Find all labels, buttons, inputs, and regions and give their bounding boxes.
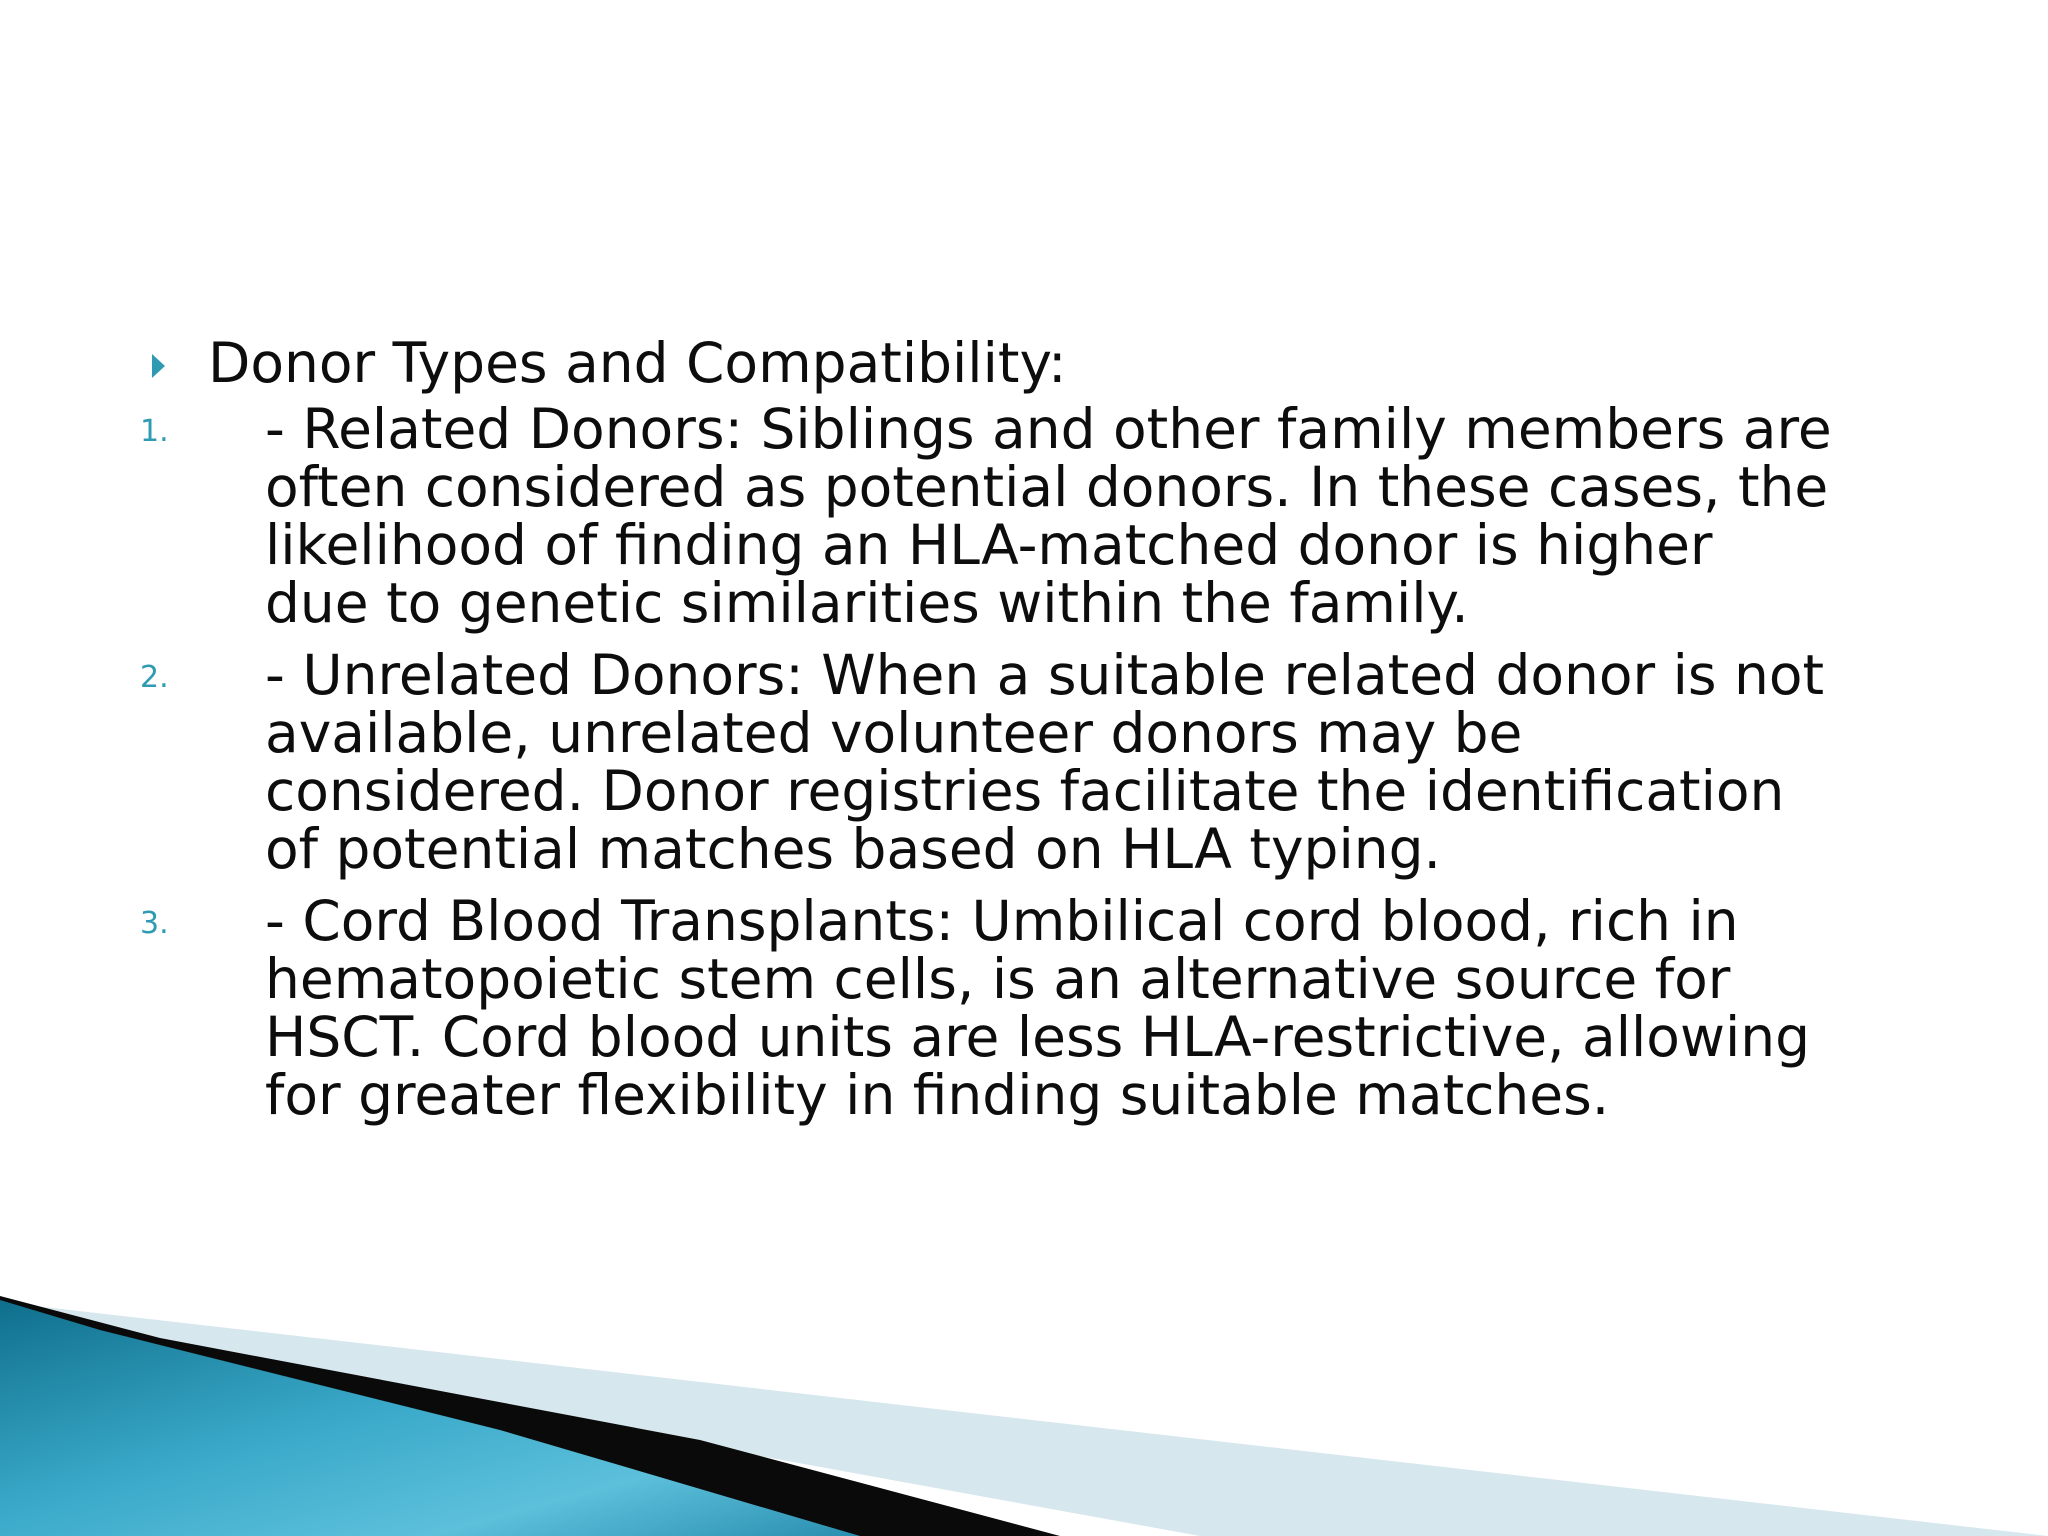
list-item-number: 3. [140,906,169,941]
list-item [140,889,1940,1127]
list-item-text: - Cord Blood Transplants: Umbilical cord blood, rich in hematopoietic stem cells, is an alternative source for HSCT. Cord blood units are less HLA-restrictive, allowing for greater flexibility in finding suitable matches. [265,889,1810,1127]
list-item [140,643,1940,881]
list-item-number: 1. [140,414,169,449]
slide-content [140,328,1940,1138]
list-item-number: 2. [140,660,169,695]
list-item-text: - Related Donors: Siblings and other family members are often considered as potential donors. In these cases, the likelihood of finding an HLA-matched donor is higher due to genetic similarities within the family. [265,397,1832,635]
heading-bullet-row [140,328,1940,398]
heading-bullet-text: Donor Types and Compatibility: [208,331,1067,395]
triangle-bullet-icon [152,354,165,378]
list-item [140,397,1940,635]
list-item-text: - Unrelated Donors: When a suitable related donor is not available, unrelated volunteer donors may be considered. Donor registries facilitate the identification of potential matches based on HLA typing. [265,643,1825,881]
